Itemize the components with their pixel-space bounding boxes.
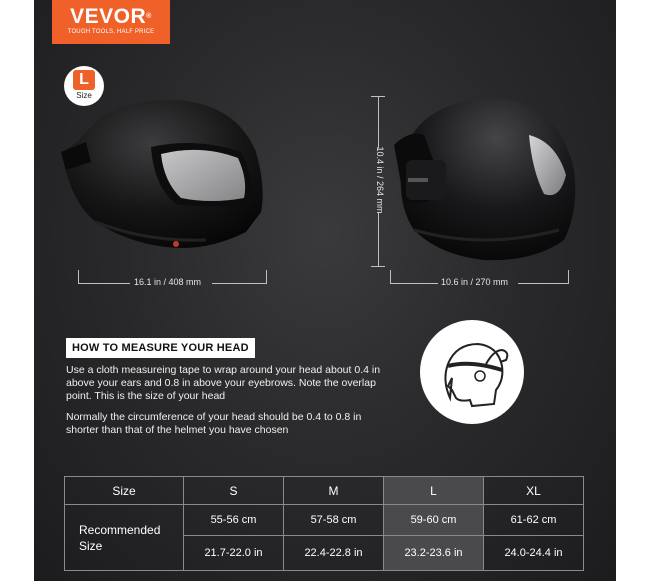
length-dim-left-tick	[78, 270, 79, 284]
width-dim-right-tick	[568, 270, 569, 284]
helmet-side-view	[56, 92, 276, 262]
size-xl-cm: 61-62 cm	[484, 505, 584, 536]
width-dim-left-tick	[390, 270, 391, 284]
size-s-in: 21.7-22.0 in	[184, 536, 284, 571]
size-m-in: 22.4-22.8 in	[284, 536, 384, 571]
measure-instructions: Use a cloth measureing tape to wrap around your head about 0.4 in above your ears and 0.8 in above your eyebrows. Note the overlap point. This is the size of your head	[66, 364, 381, 402]
size-s-cm: 55-56 cm	[184, 505, 284, 536]
size-letter: L	[73, 70, 95, 90]
head-measure-icon	[420, 320, 524, 424]
size-col-s: S	[184, 477, 284, 505]
measure-note: Normally the circumference of your head should be 0.4 to 0.8 in shorter than that of the helmet you have chosen	[66, 411, 362, 436]
size-chart-table	[64, 476, 584, 571]
width-dimension: 10.6 in / 270 mm	[441, 277, 509, 287]
size-word: Size	[76, 91, 92, 100]
width-dim-line	[390, 283, 438, 284]
recommended-size-label: Recommended Size	[65, 505, 184, 571]
height-dimension: 10.4 in / 264 mm	[375, 146, 385, 214]
length-dim-line	[78, 283, 130, 284]
head-measure-illustration	[420, 320, 524, 424]
helmet-front-view	[384, 90, 584, 270]
size-header-label: Size	[65, 477, 184, 505]
measure-heading: HOW TO MEASURE YOUR HEAD	[66, 338, 255, 358]
size-cm-row	[65, 505, 584, 536]
size-xl-in: 24.0-24.4 in	[484, 536, 584, 571]
height-dim-bottom-tick	[371, 266, 385, 267]
length-dim-right-tick	[266, 270, 267, 284]
size-l-in: 23.2-23.6 in	[384, 536, 484, 571]
length-dim-line-right	[212, 283, 266, 284]
length-dimension: 16.1 in / 408 mm	[134, 277, 202, 287]
brand-name: VEVOR	[70, 5, 147, 28]
size-m-cm: 57-58 cm	[284, 505, 384, 536]
brand-logo: VEVOR® TOUGH TOOLS, HALF PRICE	[52, 0, 170, 44]
width-dim-line-right	[518, 283, 568, 284]
size-col-l: L	[384, 477, 484, 505]
size-header-row	[65, 477, 584, 505]
size-col-m: M	[284, 477, 384, 505]
size-l-cm: 59-60 cm	[384, 505, 484, 536]
brand-tagline: TOUGH TOOLS, HALF PRICE	[67, 29, 155, 35]
size-col-xl: XL	[484, 477, 584, 505]
